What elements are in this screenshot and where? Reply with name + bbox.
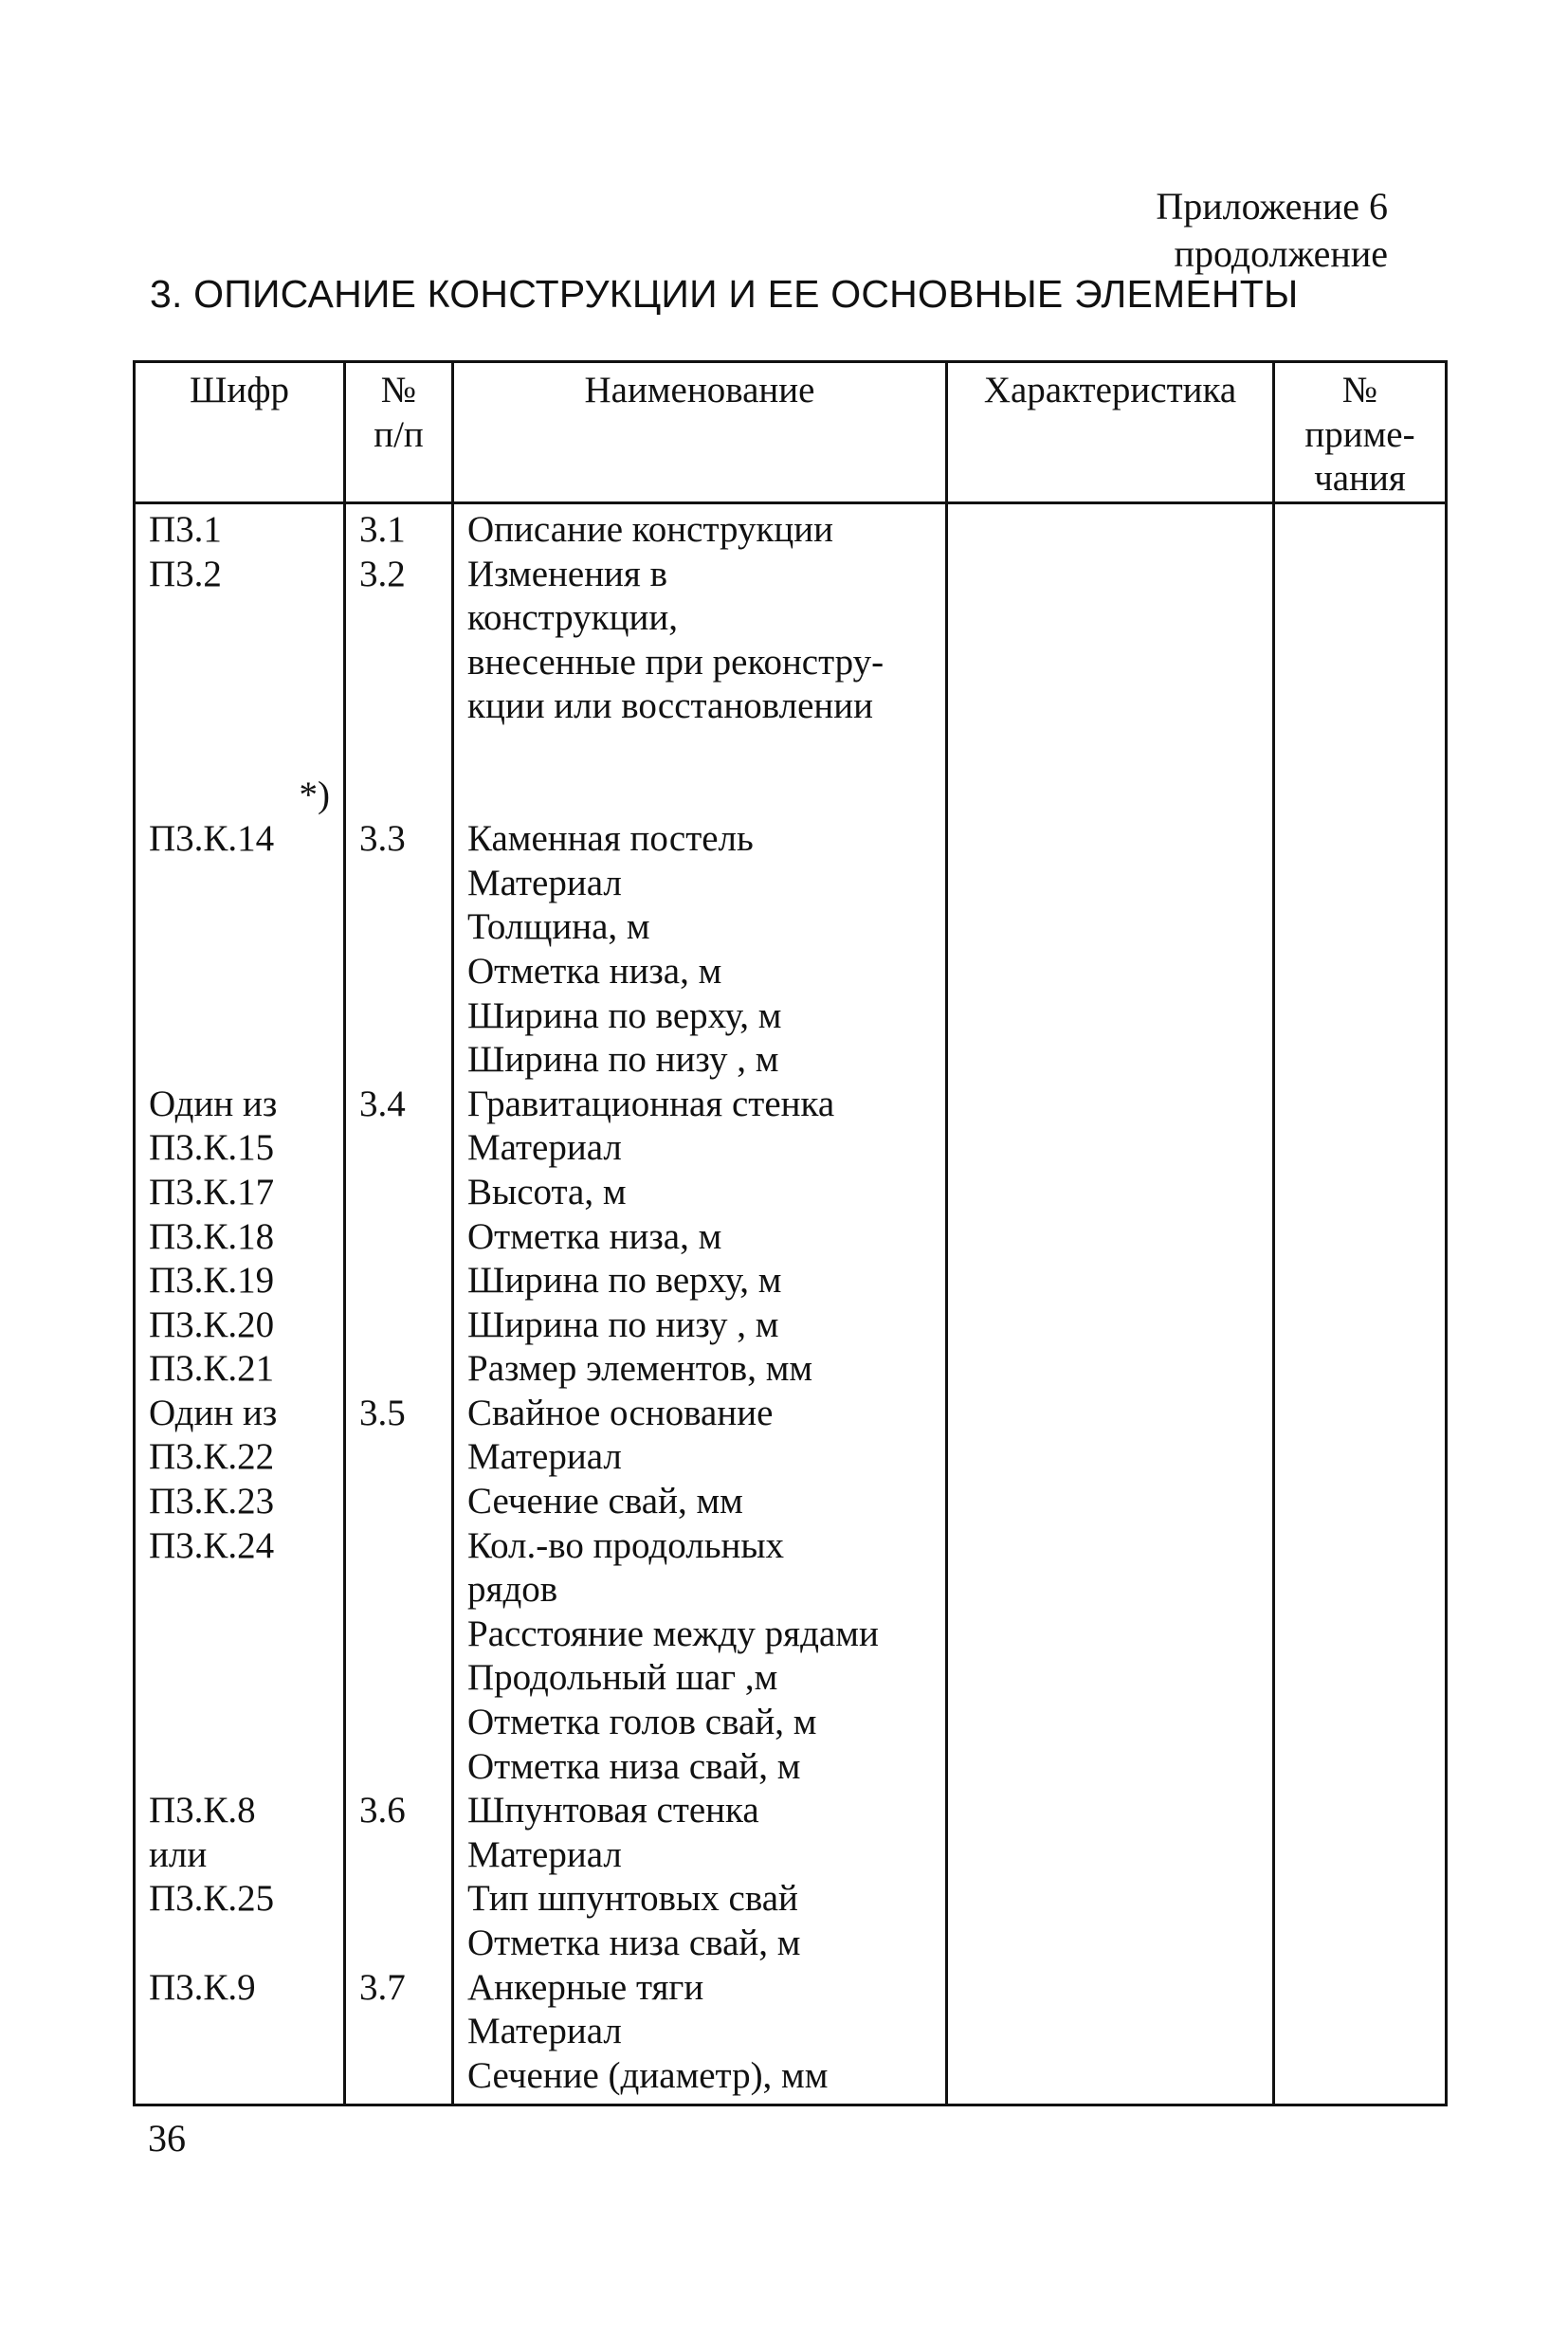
note-cell — [1274, 1966, 1447, 2105]
number-cell — [345, 774, 453, 1083]
name-line: Сечение (диаметр), мм — [467, 2054, 829, 2096]
name-cell — [453, 774, 947, 1083]
name-line: Продольный шаг ,м — [467, 1657, 778, 1699]
note-cell — [1274, 1392, 1447, 1789]
name-line: Материал — [467, 1436, 622, 1478]
name-line: Высота, м — [467, 1171, 627, 1212]
name-cell — [453, 1083, 947, 1392]
header-code — [135, 362, 345, 503]
section-title: 3. ОПИСАНИЕ КОНСТРУКЦИИ И ЕЕ ОСНОВНЫЕ ЭЛЕМЕНТЫ — [150, 272, 1299, 316]
name-line: Отметка голов свай, м — [467, 1702, 817, 1743]
name-line — [467, 729, 932, 774]
code-cell — [135, 503, 345, 774]
number-cell — [345, 1392, 453, 1789]
appendix-title: Приложение 6 — [1156, 185, 1388, 228]
name-line: Ширина по верху, м — [467, 1260, 782, 1302]
table-row — [135, 774, 1447, 1083]
name-line: Толщина, м — [467, 906, 650, 948]
appendix-label — [1156, 183, 1388, 278]
header-number-line-2: п/п — [374, 413, 424, 455]
name-line: Ширина по низу , м — [467, 1303, 779, 1345]
code-line: Один из — [149, 1392, 278, 1433]
header-note-line-2: приме- — [1304, 413, 1415, 455]
name-line: Шпунтовая стенка — [467, 1790, 759, 1832]
code-line: П3.К.17 — [149, 1171, 275, 1212]
name-line: Отметка низа свай, м — [467, 1923, 801, 1963]
name-line: Описание конструкции — [467, 509, 834, 550]
name-cell — [453, 1789, 947, 1965]
table-row — [135, 1392, 1447, 1789]
characteristic-cell — [947, 1392, 1274, 1789]
name-line: Ширина по низу , м — [467, 1039, 779, 1081]
code-cell — [135, 774, 345, 1083]
code-line: П3.2 — [149, 553, 222, 594]
name-line: Гравитационная стенка — [467, 1083, 835, 1124]
code-line: П3.К.25 — [149, 1878, 275, 1920]
name-line: Тип шпунтовых свай — [467, 1878, 798, 1920]
number-line: 3.2 — [359, 553, 406, 594]
characteristic-cell — [947, 1083, 1274, 1392]
number-line: 3.5 — [359, 1392, 406, 1433]
number-cell — [345, 1789, 453, 1965]
table-row — [135, 1083, 1447, 1392]
construction-elements-table — [133, 360, 1448, 2106]
name-line: внесенные при реконстру- — [467, 641, 884, 683]
spacer — [467, 774, 932, 818]
header-note-line-3: чания — [1314, 458, 1406, 500]
header-number — [345, 362, 453, 503]
code-cell — [135, 1966, 345, 2105]
note-cell — [1274, 1789, 1447, 1965]
number-cell — [345, 503, 453, 774]
note-cell — [1274, 503, 1447, 774]
name-line: Кол.-во продольных — [467, 1524, 785, 1566]
table-row — [135, 1966, 1447, 2105]
code-cell — [135, 1392, 345, 1789]
header-note-line-1: № — [1341, 370, 1378, 410]
number-line: 3.4 — [359, 1083, 406, 1124]
name-line: кции или восстановлении — [467, 685, 873, 727]
header-name-label: Наименование — [584, 370, 815, 410]
code-line: П3.К.23 — [149, 1481, 275, 1522]
table-row — [135, 503, 1447, 774]
name-cell — [453, 503, 947, 774]
table-row — [135, 1789, 1447, 1965]
code-line: П3.К.22 — [149, 1436, 275, 1478]
code-line: или — [149, 1833, 208, 1875]
number-line: 3.6 — [359, 1790, 406, 1832]
name-line: Материал — [467, 2011, 622, 2052]
code-cell — [135, 1083, 345, 1392]
number-line: 3.7 — [359, 1966, 406, 2008]
name-line: Изменения в — [467, 553, 668, 594]
name-line: Отметка низа, м — [467, 1215, 722, 1257]
code-line: П3.1 — [149, 509, 222, 550]
table-body — [135, 503, 1447, 2105]
name-line: Каменная постель — [467, 818, 754, 860]
name-line: Анкерные тяги — [467, 1966, 704, 2008]
number-cell — [345, 1083, 453, 1392]
characteristic-cell — [947, 774, 1274, 1083]
code-line: П3.К.19 — [149, 1260, 275, 1302]
page-number: 36 — [148, 2117, 186, 2160]
name-line: Сечение свай, мм — [467, 1481, 743, 1522]
characteristic-cell — [947, 1966, 1274, 2105]
number-line: 3.3 — [359, 818, 406, 860]
appendix-continued: продолжение — [1174, 232, 1388, 275]
number-line: 3.1 — [359, 509, 406, 550]
code-line — [149, 684, 330, 729]
header-code-label: Шифр — [190, 370, 289, 410]
code-line: П3.К.21 — [149, 1348, 275, 1390]
name-line: Расстояние между рядами — [467, 1613, 879, 1654]
code-line: П3.К.14 — [149, 818, 275, 860]
note-cell — [1274, 774, 1447, 1083]
code-line: П3.К.18 — [149, 1215, 275, 1257]
name-line: Размер элементов, мм — [467, 1348, 813, 1390]
table-header-row — [135, 362, 1447, 503]
code-line — [149, 641, 330, 685]
code-cell — [135, 1789, 345, 1965]
name-line: Ширина по верху, м — [467, 994, 782, 1036]
name-line: Материал — [467, 1127, 622, 1169]
footnote-mark: *) — [299, 774, 330, 815]
name-line: Свайное основание — [467, 1392, 774, 1433]
name-line: Отметка низа свай, м — [467, 1745, 801, 1787]
code-line: П3.К.24 — [149, 1524, 275, 1566]
code-line: Один из — [149, 1083, 278, 1124]
header-characteristic — [947, 362, 1274, 503]
characteristic-cell — [947, 503, 1274, 774]
code-line: П3.К.9 — [149, 1966, 256, 2008]
spacer — [359, 774, 438, 818]
code-line: П3.К.20 — [149, 1303, 275, 1345]
header-note — [1274, 362, 1447, 503]
name-line: конструкции, — [467, 597, 678, 639]
header-name — [453, 362, 947, 503]
name-line: Отметка низа, м — [467, 950, 722, 992]
code-line — [149, 729, 330, 774]
characteristic-cell — [947, 1789, 1274, 1965]
note-cell — [1274, 1083, 1447, 1392]
name-cell — [453, 1966, 947, 2105]
name-line: Материал — [467, 862, 622, 903]
name-cell — [453, 1392, 947, 1789]
code-line: П3.К.15 — [149, 1127, 275, 1169]
number-cell — [345, 1966, 453, 2105]
code-line: П3.К.8 — [149, 1790, 256, 1832]
header-number-line-1: № — [380, 370, 417, 410]
header-characteristic-label: Характеристика — [983, 370, 1237, 410]
name-line: Материал — [467, 1833, 622, 1875]
name-line: рядов — [467, 1569, 558, 1611]
code-line — [149, 596, 330, 641]
